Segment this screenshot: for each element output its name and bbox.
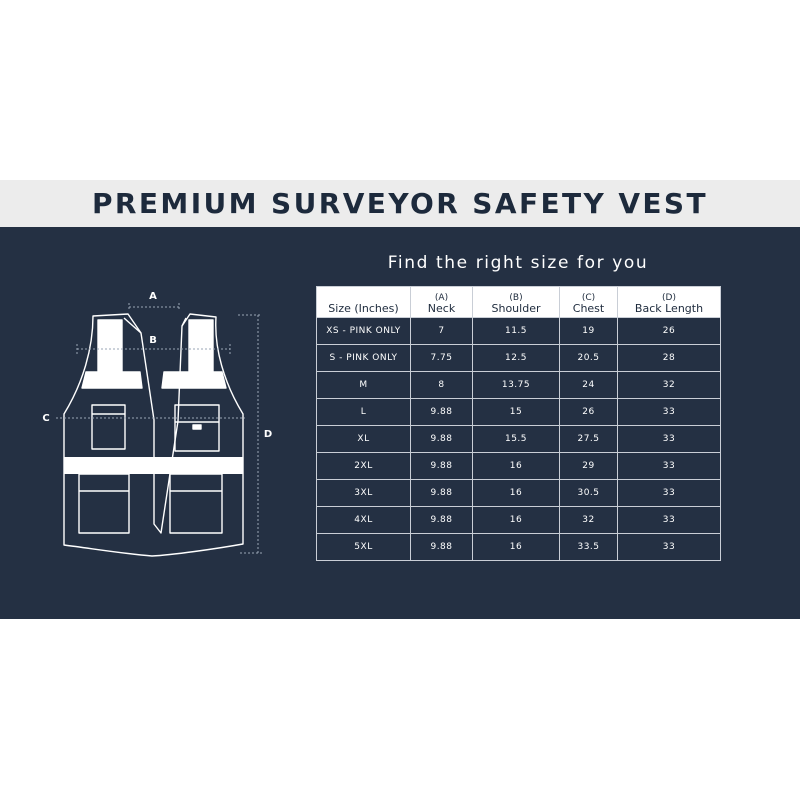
header-shoulder: (B) Shoulder — [473, 287, 560, 318]
table-cell: 9.88 — [411, 399, 473, 426]
lower-right-pocket — [170, 474, 222, 533]
table-cell: 16 — [473, 507, 560, 534]
label-a: A — [149, 291, 157, 302]
table-cell: 24 — [560, 372, 618, 399]
table-cell: 30.5 — [560, 480, 618, 507]
table-cell: 3XL — [317, 480, 411, 507]
subtitle: Find the right size for you — [387, 253, 649, 273]
table-cell: 26 — [618, 318, 721, 345]
right-shoulder-stripe — [189, 320, 213, 372]
table-cell: 7 — [411, 318, 473, 345]
vest-diagram — [36, 283, 286, 558]
table-cell: 33 — [618, 534, 721, 561]
waist-stripe — [64, 457, 243, 474]
header-chest: (C) Chest — [560, 287, 618, 318]
table-cell: 16 — [473, 480, 560, 507]
table-cell: 9.88 — [411, 480, 473, 507]
lower-left-pocket — [79, 474, 129, 533]
table-cell: 8 — [411, 372, 473, 399]
table-row — [317, 534, 721, 561]
table-cell: 7.75 — [411, 345, 473, 372]
table-cell: S - PINK ONLY — [317, 345, 411, 372]
chest-stripe-left — [82, 372, 142, 388]
table-cell: 19 — [560, 318, 618, 345]
title-band — [0, 180, 800, 227]
size-table — [316, 286, 721, 561]
table-cell: 13.75 — [473, 372, 560, 399]
table-cell: 29 — [560, 453, 618, 480]
table-cell: 33.5 — [560, 534, 618, 561]
chest-stripe-right — [162, 372, 226, 388]
vest-outline — [64, 314, 243, 556]
table-row — [317, 318, 721, 345]
table-cell: 9.88 — [411, 426, 473, 453]
table-cell: 9.88 — [411, 534, 473, 561]
table-row — [317, 507, 721, 534]
page-title: PREMIUM SURVEYOR SAFETY VEST — [92, 187, 708, 220]
table-cell: 9.88 — [411, 507, 473, 534]
table-cell: 33 — [618, 453, 721, 480]
table-cell: 4XL — [317, 507, 411, 534]
table-cell: 5XL — [317, 534, 411, 561]
table-header-row — [317, 287, 721, 318]
table-cell: 32 — [560, 507, 618, 534]
table-cell: 11.5 — [473, 318, 560, 345]
table-cell: L — [317, 399, 411, 426]
header-size: Size (Inches) — [317, 287, 411, 318]
table-cell: 26 — [560, 399, 618, 426]
table-cell: 33 — [618, 426, 721, 453]
table-row — [317, 453, 721, 480]
header-back-length: (D) Back Length — [618, 287, 721, 318]
label-d: D — [263, 429, 273, 440]
table-row — [317, 372, 721, 399]
table-cell: 2XL — [317, 453, 411, 480]
table-cell: 20.5 — [560, 345, 618, 372]
table-cell: XL — [317, 426, 411, 453]
table-cell: 9.88 — [411, 453, 473, 480]
table-cell: 16 — [473, 453, 560, 480]
table-cell: 32 — [618, 372, 721, 399]
table-cell: 12.5 — [473, 345, 560, 372]
left-shoulder-stripe — [98, 320, 122, 372]
table-cell: 27.5 — [560, 426, 618, 453]
table-cell: 15.5 — [473, 426, 560, 453]
table-cell: 33 — [618, 507, 721, 534]
table-cell: XS - PINK ONLY — [317, 318, 411, 345]
table-cell: 33 — [618, 399, 721, 426]
table-row — [317, 399, 721, 426]
label-c: C — [42, 413, 50, 424]
table-cell: 28 — [618, 345, 721, 372]
label-b: B — [149, 335, 157, 346]
table-cell: M — [317, 372, 411, 399]
upper-left-pocket — [92, 405, 125, 449]
header-neck: (A) Neck — [411, 287, 473, 318]
table-cell: 15 — [473, 399, 560, 426]
table-row — [317, 480, 721, 507]
table-row — [317, 345, 721, 372]
table-cell: 33 — [618, 480, 721, 507]
table-row — [317, 426, 721, 453]
table-cell: 16 — [473, 534, 560, 561]
